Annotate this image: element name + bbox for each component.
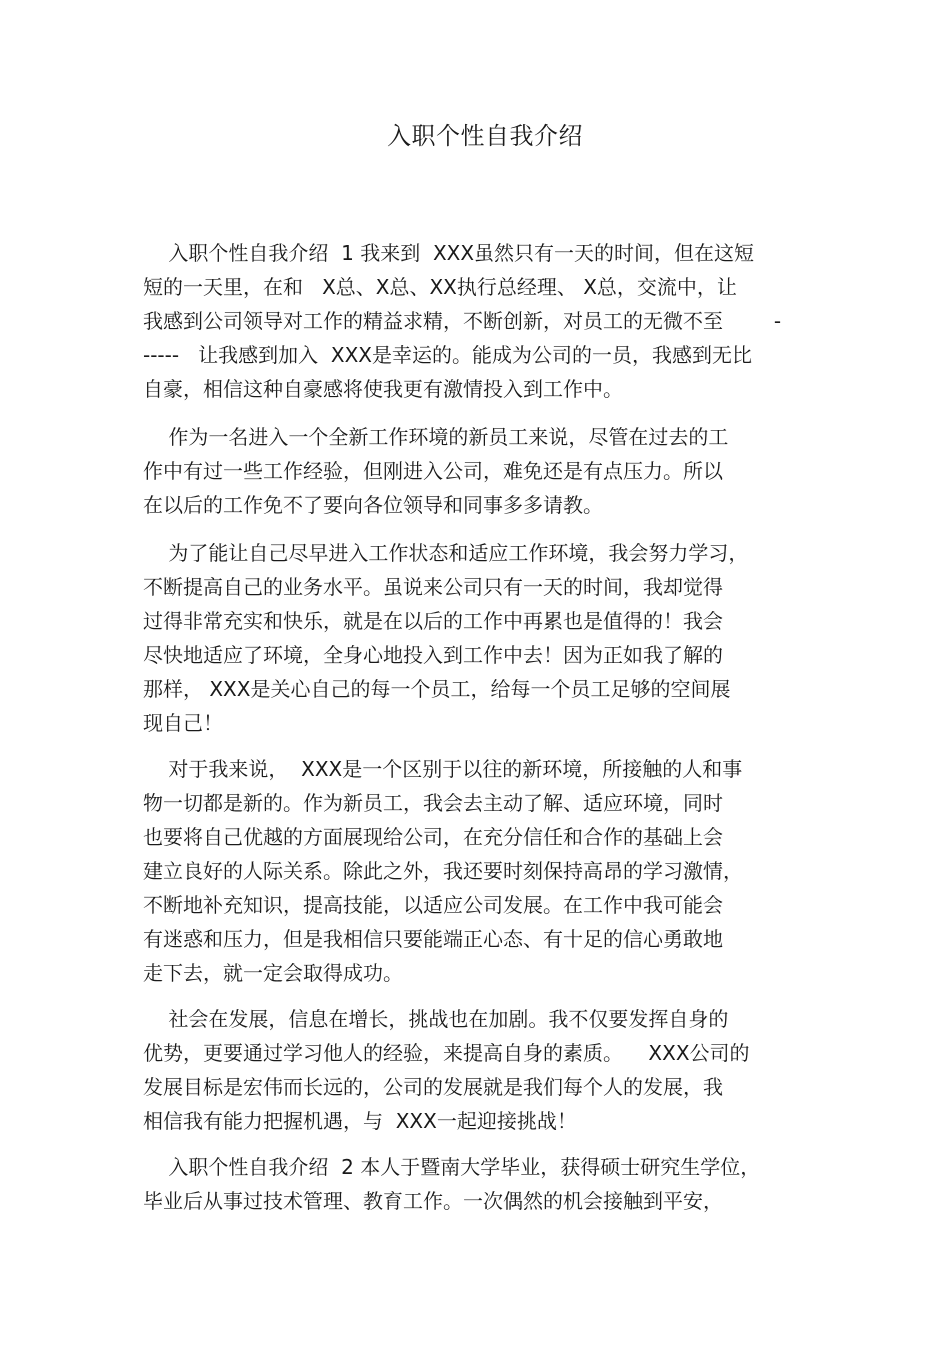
paragraph-4 <box>143 752 803 990</box>
paragraph-line: 建立良好的人际关系。除此之外，我还要时刻保持高昂的学习激情， <box>143 859 743 883</box>
paragraph-line: 对于我来说， XXX是一个区别于以往的新环境，所接触的人和事 <box>143 757 743 781</box>
paragraph-line: 也要将自己优越的方面展现给公司，在充分信任和合作的基础上会 <box>143 825 723 849</box>
paragraph-line: 尽快地适应了环境，全身心地投入到工作中去！因为正如我了解的 <box>143 643 723 667</box>
paragraph-line: 不断提高自己的业务水平。虽说来公司只有一天的时间，我却觉得 <box>143 575 723 599</box>
paragraph-line: 为了能让自己尽早进入工作状态和适应工作环境，我会努力学习， <box>143 541 749 565</box>
paragraph-line: 入职个性自我介绍 2 本人于暨南大学毕业，获得硕士研究生学位， <box>143 1155 761 1179</box>
paragraph-line: 作中有过一些工作经验，但刚进入公司，难免还是有点压力。所以 <box>143 459 723 483</box>
paragraph-2 <box>143 420 803 522</box>
paragraph-line: 在以后的工作免不了要向各位领导和同事多多请教。 <box>143 493 603 517</box>
paragraph-line: 社会在发展，信息在增长，挑战也在加剧。我不仅要发挥自身的 <box>143 1007 729 1031</box>
paragraph-line: ----- 让我感到加入 XXX是幸运的。能成为公司的一员，我感到无比 <box>143 343 752 367</box>
paragraph-3 <box>143 536 803 740</box>
paragraph-line: 现自己！ <box>143 711 223 735</box>
paragraph-5 <box>143 1002 803 1138</box>
paragraph-line: 走下去，就一定会取得成功。 <box>143 961 403 985</box>
paragraph-line: 有迷惑和压力，但是我相信只要能端正心态、有十足的信心勇敢地 <box>143 927 723 951</box>
paragraph-line: 优势，更要通过学习他人的经验，来提高自身的素质。 XXX公司的 <box>143 1041 750 1065</box>
paragraph-line: 作为一名进入一个全新工作环境的新员工来说，尽管在过去的工 <box>143 425 729 449</box>
paragraph-line: 毕业后从事过技术管理、教育工作。一次偶然的机会接触到平安， <box>143 1189 723 1213</box>
paragraph-line: 自豪，相信这种自豪感将使我更有激情投入到工作中。 <box>143 377 623 401</box>
paragraph-line: 不断地补充知识，提高技能，以适应公司发展。在工作中我可能会 <box>143 893 723 917</box>
paragraph-1 <box>143 236 803 406</box>
paragraph-line: 那样， XXX是关心自己的每一个员工，给每一个员工足够的空间展 <box>143 677 731 701</box>
paragraph-6 <box>143 1150 803 1218</box>
paragraph-line: 入职个性自我介绍 1 我来到 XXX虽然只有一天的时间，但在这短 <box>143 241 755 265</box>
paragraph-line: 我感到公司领导对工作的精益求精，不断创新，对员工的无微不至 - <box>143 309 782 333</box>
paragraph-line: 过得非常充实和快乐，就是在以后的工作中再累也是值得的！我会 <box>143 609 723 633</box>
paragraph-line: 相信我有能力把握机遇，与 XXX一起迎接挑战！ <box>143 1109 577 1133</box>
document-title: 入职个性自我介绍 <box>387 122 583 150</box>
paragraph-line: 短的一天里，在和 X总、X总、XX执行总经理、 X总，交流中，让 <box>143 275 737 299</box>
paragraph-line: 发展目标是宏伟而长远的，公司的发展就是我们每个人的发展，我 <box>143 1075 723 1099</box>
paragraph-line: 物一切都是新的。作为新员工，我会去主动了解、适应环境，同时 <box>143 791 723 815</box>
